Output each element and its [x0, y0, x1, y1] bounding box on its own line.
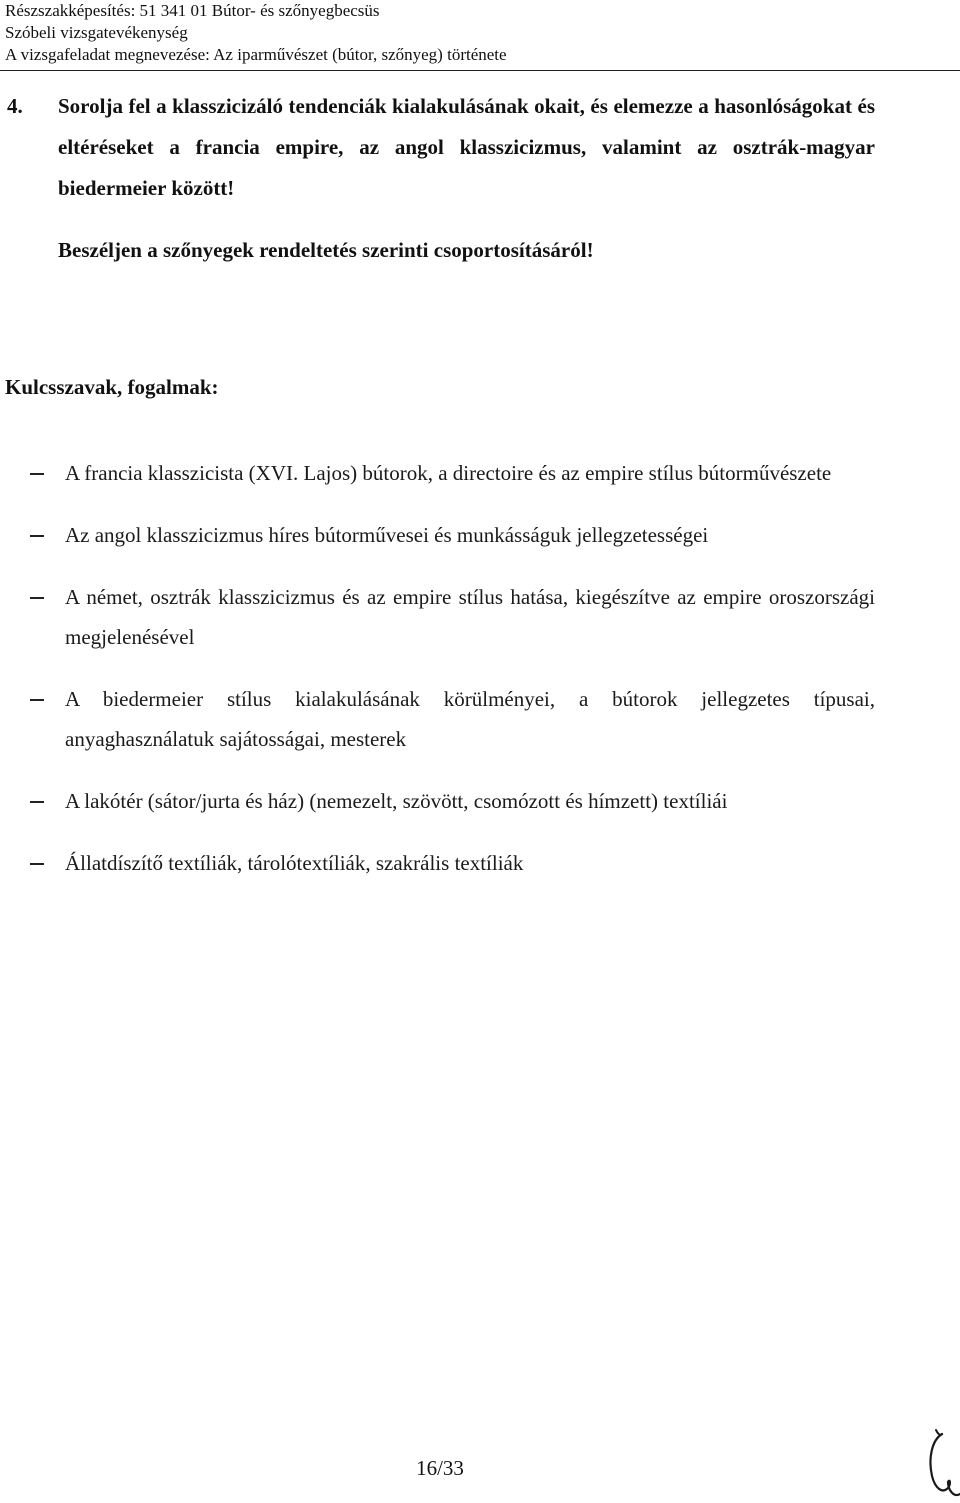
list-item — [30, 453, 875, 493]
question-number: 4. — [7, 94, 23, 118]
dash-bullet-icon — [30, 801, 44, 803]
list-item — [30, 577, 875, 657]
question-subtext: Beszéljen a szőnyegek rendeltetés szerinti csoportosításáról! — [58, 238, 594, 262]
keywords-list — [30, 453, 875, 883]
keyword-text: Állatdíszítő textíliák, tárolótextíliák, szakrális textíliák — [65, 851, 524, 875]
keyword-text: A biedermeier stílus kialakulásának körülményei, a bútorok jellegzetes típusai, anyaghasználatuk sajátosságai, mesterek — [65, 687, 875, 751]
dash-bullet-icon — [30, 863, 44, 865]
list-item — [30, 781, 875, 821]
header-divider — [0, 70, 960, 71]
header-line-qualification: Részszakképesítés: 51 341 01 Bútor- és szőnyegbecsüs — [5, 1, 380, 20]
list-item — [30, 679, 875, 759]
dash-bullet-icon — [30, 699, 44, 701]
keyword-text: Az angol klasszicizmus híres bútorművesei és munkásságuk jellegzetességei — [65, 523, 709, 547]
keyword-text: A lakótér (sátor/jurta és ház) (nemezelt, szövött, csomózott és hímzett) textíliái — [65, 789, 728, 813]
dash-bullet-icon — [30, 473, 44, 475]
header-line-task: A vizsgafeladat megnevezése: Az iparművészet (bútor, szőnyeg) története — [5, 45, 507, 64]
header-line-activity: Szóbeli vizsgatevékenység — [5, 23, 188, 42]
signature-icon — [918, 1428, 960, 1503]
list-item — [30, 515, 875, 555]
keyword-text: A német, osztrák klasszicizmus és az empire stílus hatása, kiegészítve az empire oroszországi megjelenésével — [65, 585, 875, 649]
page-header — [5, 0, 705, 66]
dash-bullet-icon — [30, 535, 44, 537]
keywords-title: Kulcsszavak, fogalmak: — [5, 375, 219, 399]
keyword-text: A francia klasszicista (XVI. Lajos) bútorok, a directoire és az empire stílus bútorművészete — [65, 461, 832, 485]
list-item — [30, 843, 875, 883]
question-block — [7, 86, 875, 271]
page-number: 16/33 — [416, 1456, 464, 1480]
question-text: Sorolja fel a klasszicizáló tendenciák kialakulásának okait, és elemezze a hasonlóságokat és eltéréseket a francia empire, az angol klasszicizmus, valamint az osztrák-magyar biedermeier között! — [58, 94, 875, 200]
dash-bullet-icon — [30, 597, 44, 599]
